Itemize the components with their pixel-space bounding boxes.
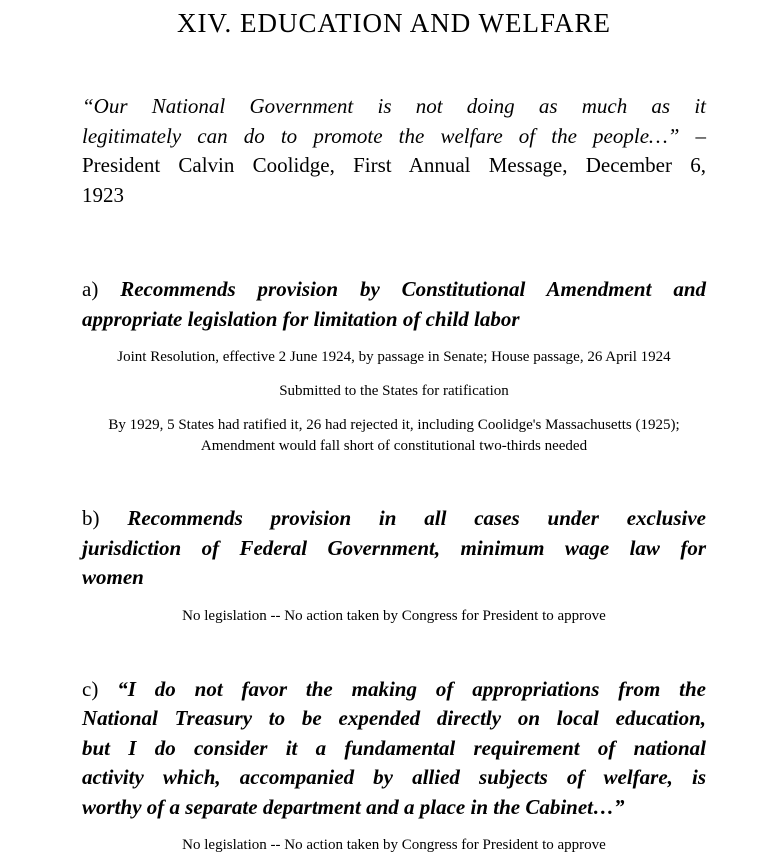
heading-line: jurisdiction of Federal Government, minimum wage law for	[82, 535, 706, 560]
heading-line: appropriate legislation for limitation of child labor	[82, 306, 520, 331]
heading-line: worthy of a separate department and a place in the Cabinet…”	[82, 794, 625, 819]
section-note: By 1929, 5 States had ratified it, 26 had rejected it, including Coolidge's Massachusetts (1925); Amendment would fall short of constitutional two-thirds needed	[108, 417, 680, 454]
opening-quote	[82, 92, 706, 210]
quote-attribution-line: President Calvin Coolidge, First Annual Message, December 6,	[82, 153, 706, 177]
heading-line	[82, 504, 706, 534]
heading-text: “I do not favor the making of appropriations from the	[117, 676, 707, 701]
section-note: Joint Resolution, effective 2 June 1924, by passage in Senate; House passage, 26 April 1924	[117, 349, 671, 365]
heading-line	[82, 675, 706, 705]
page-title: XIV. EDUCATION AND WELFARE	[177, 8, 611, 38]
quote-line: “Our National Government is not doing as much as it	[82, 94, 706, 118]
section-note: Submitted to the States for ratification	[279, 383, 509, 399]
section-note: No legislation -- No action taken by Congress for President to approve	[182, 837, 606, 853]
heading-line: activity which, accompanied by allied subjects of welfare, is	[82, 765, 706, 789]
section-b-heading	[82, 504, 706, 593]
section-label: a)	[82, 277, 99, 301]
section-c-heading	[82, 675, 706, 823]
section-a	[82, 275, 706, 457]
heading-line: women	[82, 565, 144, 589]
section-label: b)	[82, 506, 100, 530]
heading-line	[82, 275, 706, 305]
heading-text: Recommends provision in all cases under exclusive	[127, 506, 707, 530]
section-a-heading	[82, 275, 706, 334]
quote-line: legitimately can do to promote the welfare of the people…” –	[82, 123, 706, 148]
heading-line: but I do consider it a fundamental requirement of national	[82, 735, 706, 760]
heading-text: Recommends provision by Constitutional Amendment and	[120, 277, 706, 301]
section-label: c)	[82, 676, 99, 701]
section-b	[82, 504, 706, 627]
quote-attribution-line: 1923	[82, 182, 124, 207]
section-note: No legislation -- No action taken by Congress for President to approve	[182, 607, 606, 624]
section-c	[82, 675, 706, 857]
heading-line: National Treasury to be expended directly on local education,	[82, 706, 706, 730]
